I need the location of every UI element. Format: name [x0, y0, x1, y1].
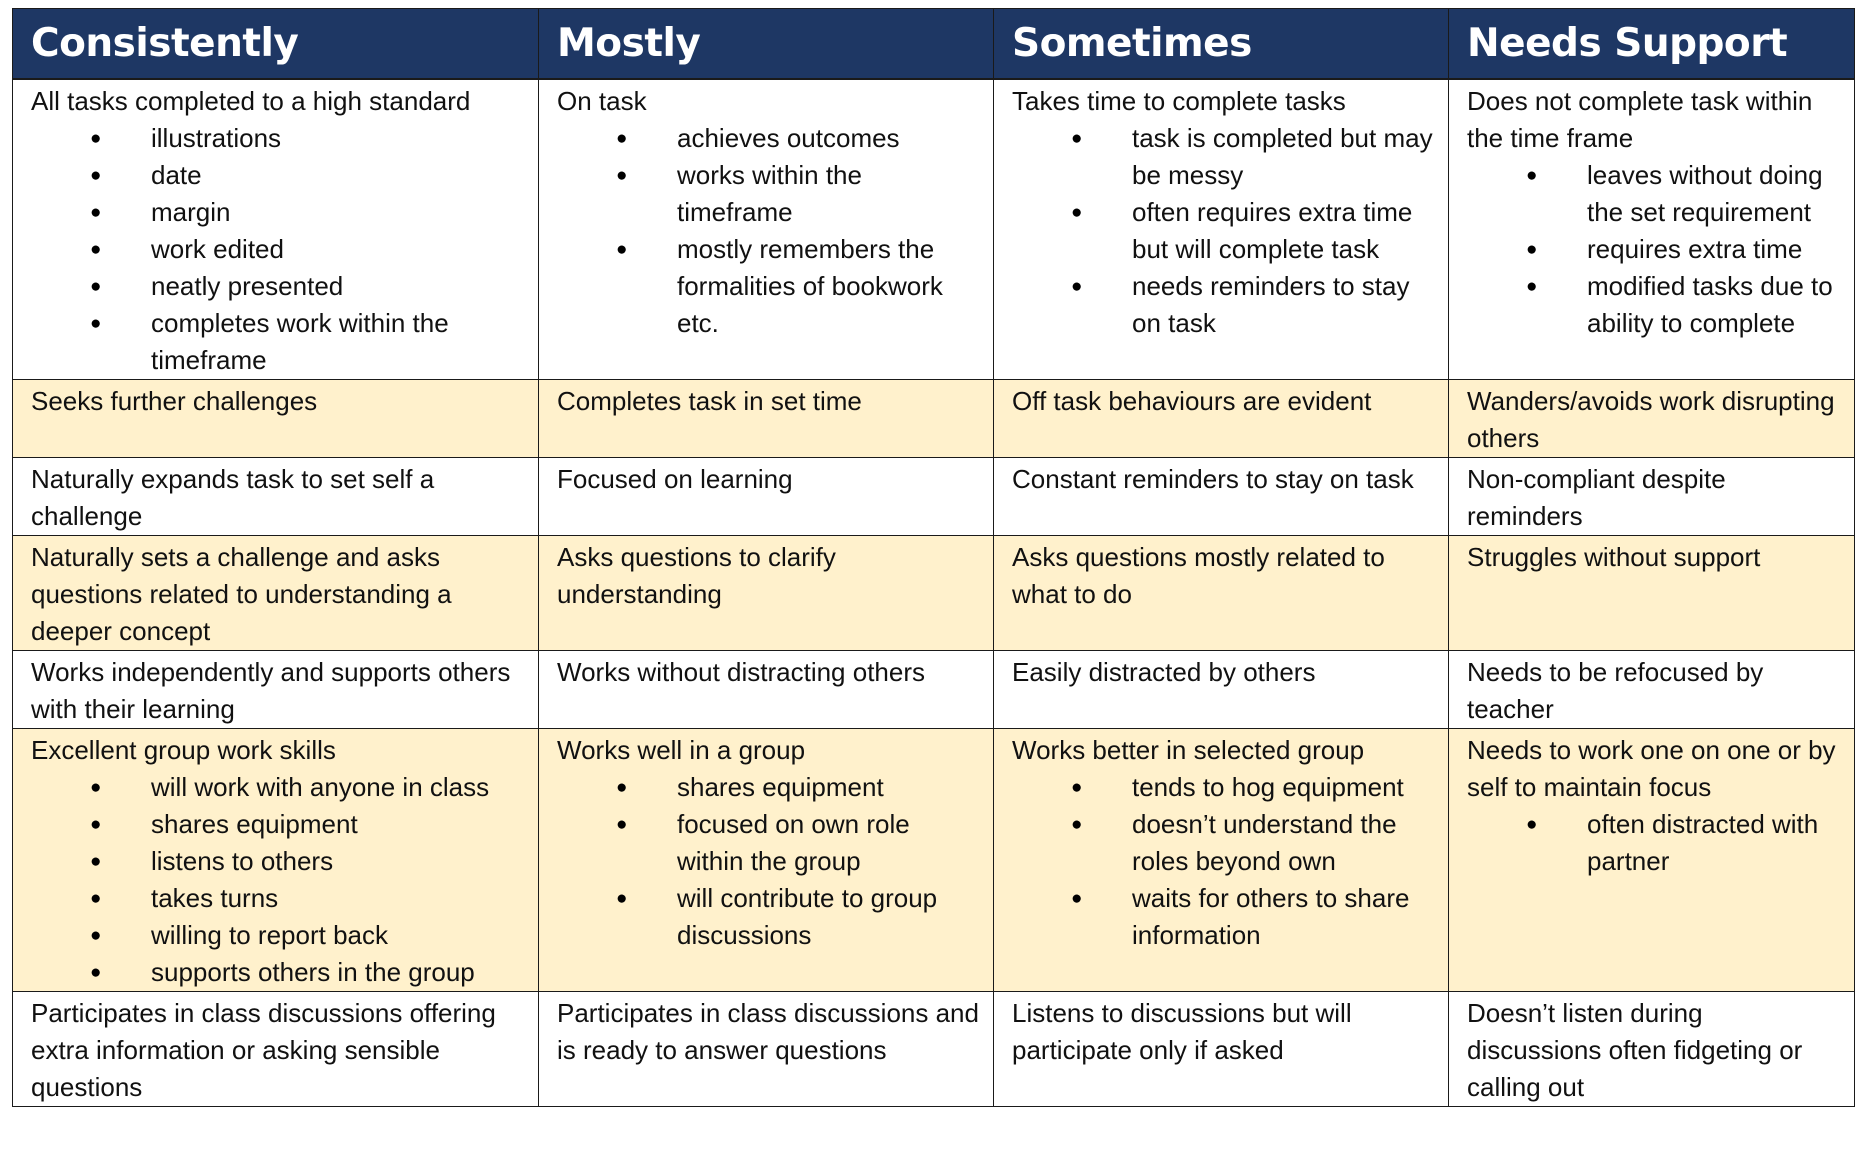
cell-sometimes — [994, 458, 1449, 536]
cell-text: Works without distracting others — [557, 657, 925, 687]
bullet-item: ● work edited — [151, 231, 526, 268]
bullet-item: ● takes turns — [151, 880, 526, 917]
cell-consistently — [13, 79, 539, 380]
cell-text: Asks questions to clarify understanding — [557, 542, 836, 609]
behaviour-rubric-table — [12, 8, 1855, 1107]
bullet-item: ● tends to hog equipment — [1132, 769, 1436, 806]
cell-consistently — [13, 651, 539, 729]
cell-sometimes — [994, 79, 1449, 380]
cell-text: Needs to work one on one or by self to maintain focus — [1467, 735, 1836, 802]
header-mostly: Mostly — [539, 9, 994, 80]
table-row — [13, 536, 1855, 651]
bullet-item: ● will contribute to group discussions — [677, 880, 981, 954]
table-row — [13, 458, 1855, 536]
bullet-item: ● neatly presented — [151, 268, 526, 305]
bullet-item: ● will work with anyone in class — [151, 769, 526, 806]
bullet-item: ● often distracted with partner — [1587, 806, 1842, 880]
bullet-list — [31, 769, 526, 991]
cell-mostly — [539, 729, 994, 992]
bullet-item: ● requires extra time — [1587, 231, 1842, 268]
bullet-item: ● often requires extra time but will complete task — [1132, 194, 1436, 268]
bullet-item: ● focused on own role within the group — [677, 806, 981, 880]
cell-mostly — [539, 992, 994, 1107]
cell-text: Needs to be refocused by teacher — [1467, 657, 1764, 724]
cell-text: Constant reminders to stay on task — [1012, 464, 1414, 494]
bullet-list — [1467, 157, 1842, 342]
table-row — [13, 992, 1855, 1107]
bullet-item: ● task is completed but may be messy — [1132, 120, 1436, 194]
bullet-list — [557, 769, 981, 954]
cell-needs-support — [1449, 651, 1855, 729]
cell-text: Works better in selected group — [1012, 735, 1365, 765]
cell-text: Completes task in set time — [557, 386, 862, 416]
header-needs-support: Needs Support — [1449, 9, 1855, 80]
cell-sometimes — [994, 380, 1449, 458]
bullet-item: ● shares equipment — [677, 769, 981, 806]
cell-mostly — [539, 651, 994, 729]
table-row — [13, 729, 1855, 992]
header-consistently: Consistently — [13, 9, 539, 80]
cell-text: Excellent group work skills — [31, 735, 336, 765]
rubric-body — [13, 79, 1855, 1107]
cell-mostly — [539, 380, 994, 458]
cell-text: Seeks further challenges — [31, 386, 318, 416]
cell-text: Participates in class discussions and is ready to answer questions — [557, 998, 979, 1065]
bullet-item: ● illustrations — [151, 120, 526, 157]
cell-mostly — [539, 79, 994, 380]
cell-text: Does not complete task within the time frame — [1467, 86, 1813, 153]
cell-needs-support — [1449, 729, 1855, 992]
cell-text: Listens to discussions but will participate only if asked — [1012, 998, 1352, 1065]
bullet-list — [31, 120, 526, 379]
cell-consistently — [13, 536, 539, 651]
cell-consistently — [13, 380, 539, 458]
header-sometimes: Sometimes — [994, 9, 1449, 80]
cell-text: Asks questions mostly related to what to do — [1012, 542, 1385, 609]
cell-text: Off task behaviours are evident — [1012, 386, 1372, 416]
bullet-list — [1012, 769, 1436, 954]
cell-text: Participates in class discussions offering extra information or asking sensible questions — [31, 998, 496, 1102]
cell-needs-support — [1449, 380, 1855, 458]
cell-text: All tasks completed to a high standard — [31, 86, 471, 116]
cell-mostly — [539, 536, 994, 651]
bullet-item: ● margin — [151, 194, 526, 231]
table-row — [13, 651, 1855, 729]
bullet-item: ● supports others in the group — [151, 954, 526, 991]
cell-text: Struggles without support — [1467, 542, 1761, 572]
bullet-item: ● willing to report back — [151, 917, 526, 954]
cell-sometimes — [994, 536, 1449, 651]
bullet-item: ● modified tasks due to ability to complete — [1587, 268, 1842, 342]
bullet-list — [557, 120, 981, 342]
cell-sometimes — [994, 651, 1449, 729]
cell-text: On task — [557, 86, 647, 116]
bullet-item: ● doesn’t understand the roles beyond own — [1132, 806, 1436, 880]
cell-mostly — [539, 458, 994, 536]
cell-consistently — [13, 458, 539, 536]
cell-sometimes — [994, 992, 1449, 1107]
bullet-item: ● waits for others to share information — [1132, 880, 1436, 954]
cell-text: Works well in a group — [557, 735, 806, 765]
header-row — [13, 9, 1855, 80]
cell-text: Doesn’t listen during discussions often fidgeting or calling out — [1467, 998, 1803, 1102]
bullet-item: ● mostly remembers the formalities of bookwork etc. — [677, 231, 981, 342]
cell-text: Easily distracted by others — [1012, 657, 1316, 687]
cell-text: Wanders/avoids work disrupting others — [1467, 386, 1835, 453]
cell-text: Works independently and supports others with their learning — [31, 657, 511, 724]
cell-needs-support — [1449, 79, 1855, 380]
cell-needs-support — [1449, 458, 1855, 536]
bullet-item: ● date — [151, 157, 526, 194]
cell-sometimes — [994, 729, 1449, 992]
bullet-item: ● completes work within the timeframe — [151, 305, 526, 379]
bullet-item: ● leaves without doing the set requirement — [1587, 157, 1842, 231]
cell-text: Non-compliant despite reminders — [1467, 464, 1726, 531]
bullet-item: ● achieves outcomes — [677, 120, 981, 157]
cell-consistently — [13, 729, 539, 992]
cell-text: Takes time to complete tasks — [1012, 86, 1346, 116]
cell-needs-support — [1449, 992, 1855, 1107]
table-row — [13, 79, 1855, 380]
table-row — [13, 380, 1855, 458]
cell-text: Focused on learning — [557, 464, 793, 494]
bullet-item: ● needs reminders to stay on task — [1132, 268, 1436, 342]
bullet-item: ● shares equipment — [151, 806, 526, 843]
cell-text: Naturally expands task to set self a challenge — [31, 464, 435, 531]
bullet-item: ● listens to others — [151, 843, 526, 880]
bullet-item: ● works within the timeframe — [677, 157, 981, 231]
bullet-list — [1012, 120, 1436, 342]
cell-consistently — [13, 992, 539, 1107]
cell-text: Naturally sets a challenge and asks questions related to understanding a deeper concept — [31, 542, 452, 646]
cell-needs-support — [1449, 536, 1855, 651]
bullet-list — [1467, 806, 1842, 880]
